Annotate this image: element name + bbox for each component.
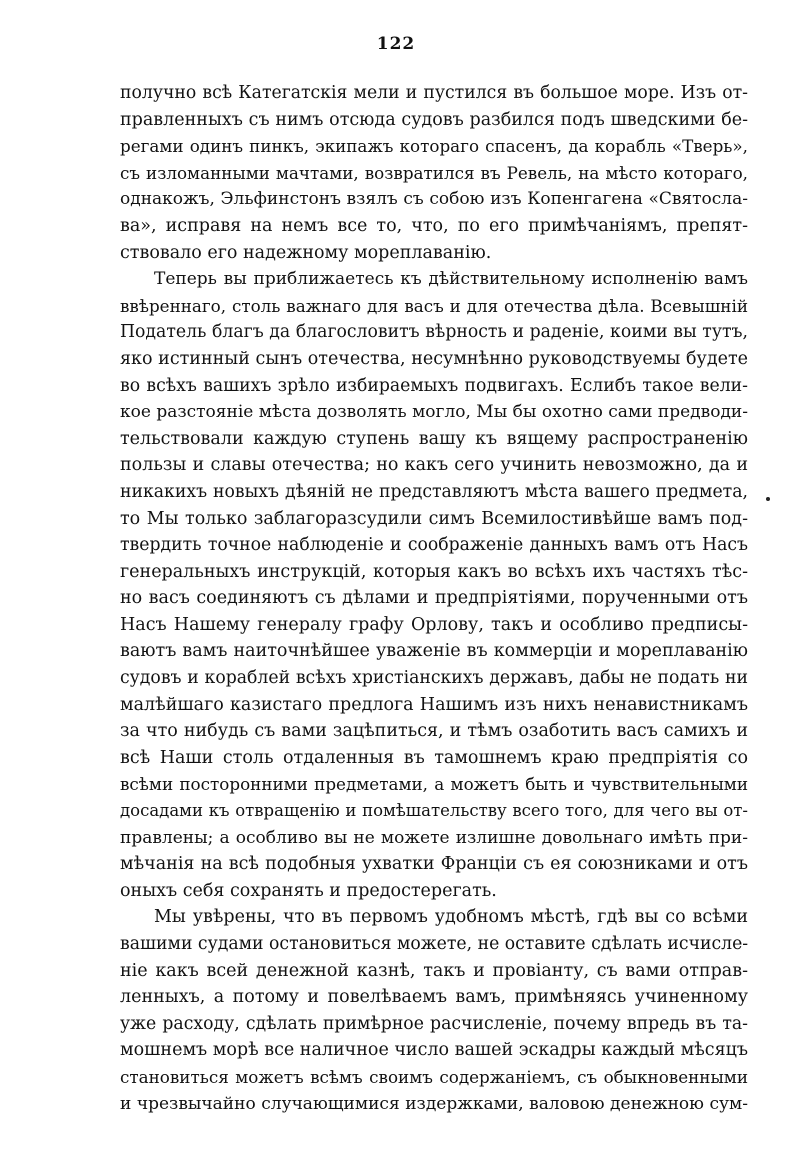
text-line: съ изломанными мачтами, возвратился въ Ревель, на мѣсто котораго,: [120, 162, 748, 183]
text-line: ствовало его надежному мореплаванію.: [120, 242, 492, 263]
text-line: и чрезвычайно случающимися издержками, валовою денежною сум-: [120, 1093, 748, 1114]
text-line: никакихъ новыхъ дѣяній не представляютъ мѣста вашего предмета,: [120, 481, 748, 502]
page-number: 122: [376, 34, 416, 54]
text-line: ваютъ вамъ наиточнѣйшее уваженіе въ коммерціи и мореплаванію: [120, 641, 748, 662]
text-line: пользы и славы отечества; но какъ сего учинить невозможно, да и: [120, 455, 748, 476]
text-line: правлены; а особливо вы не можете излишне довольнаго имѣть при-: [120, 827, 748, 848]
text-line: малѣйшаго казистаго предлога Нашимъ изъ нихъ ненавистникамъ: [120, 694, 748, 715]
text-line: ніе какъ всей денежной казнѣ, такъ и провіанту, съ вами отправ-: [120, 960, 748, 981]
text-line: во всѣхъ вашихъ зрѣло избираемыхъ подвигахъ. Еслибъ такое вели-: [120, 375, 748, 396]
text-line: получно всѣ Категатскія мели и пустился въ большое море. Изъ от-: [120, 83, 748, 103]
text-line: вашими судами остановиться можете, не оставите сдѣлать исчисле-: [120, 934, 748, 954]
text-line: ва», исправя на немъ все то, что, по его примѣчаніямъ, препят-: [120, 215, 748, 236]
text-line: яко истинный сынъ отечества, несумнѣнно руководствуемы будете: [120, 348, 748, 369]
text-line: оныхъ себя сохранять и предостерегать.: [120, 880, 497, 901]
text-line: уже расходу, сдѣлать примѣрное расчисленіе, почему впредь въ та-: [120, 1013, 748, 1034]
text-line: Податель благъ да благословитъ вѣрность и раденіе, коими вы тутъ,: [120, 322, 748, 343]
text-line: Теперь вы приближаетесь къ дѣйствительному исполненію вамъ: [154, 269, 748, 290]
body-text: [120, 80, 748, 1117]
text-line: ленныхъ, а потому и повелѣваемъ вамъ, примѣняясь учиненному: [120, 987, 748, 1008]
text-line: всѣ Наши столь отдаленныя въ тамошнемъ краю предпріятія со: [120, 747, 748, 768]
text-line: всѣми посторонними предметами, а можетъ быть и чувствительными: [120, 774, 748, 795]
text-line: ввѣреннаго, столь важнаго для васъ и для отечества дѣла. Всевышній: [120, 295, 748, 316]
text-line: но васъ соединяютъ съ дѣлами и предпріятіями, порученными отъ: [120, 588, 748, 609]
text-line: за что нибудь съ вами зацѣпиться, и тѣмъ озаботить васъ самихъ и: [120, 721, 748, 742]
text-line: мѣчанія на всѣ подобныя ухватки Франціи съ ея союзниками и отъ: [120, 854, 748, 875]
text-line: мошнемъ морѣ все наличное число вашей эскадры каждый мѣсяцъ: [120, 1040, 748, 1061]
text-line: кое разстояніе мѣста дозволять могло, Мы бы охотно сами предводи-: [120, 402, 748, 423]
text-line: тельствовали каждую ступень вашу къ вящему распространенію: [120, 428, 748, 449]
text-line: однакожъ, Эльфинстонъ взялъ съ собою изъ Копенгагена «Святосла-: [120, 189, 748, 210]
text-line: досадами къ отвращенію и помѣшательству всего того, для чего вы от-: [120, 801, 748, 821]
margin-mark: [766, 497, 770, 501]
text-line: регами одинъ пинкъ, экипажъ котораго спасенъ, да корабль «Тверь»,: [120, 136, 748, 157]
text-line: твердить точное наблюденіе и соображеніе данныхъ вамъ отъ Насъ: [120, 535, 748, 556]
text-line: генеральныхъ инструкцій, которыя какъ во всѣхъ ихъ частяхъ тѣс-: [120, 561, 748, 582]
text-line: Насъ Нашему генералу графу Орлову, такъ и особливо предписы-: [120, 614, 748, 635]
text-line: судовъ и кораблей всѣхъ христіанскихъ державъ, дабы не подать ни: [120, 668, 748, 689]
text-line: то Мы только заблагоразсудили симъ Всемилостивѣйше вамъ под-: [120, 508, 748, 529]
text-line: Мы увѣрены, что въ первомъ удобномъ мѣстѣ, гдѣ вы со всѣми: [154, 907, 748, 928]
text-line: правленныхъ съ нимъ отсюда судовъ разбился подъ шведскими бе-: [120, 109, 748, 130]
text-line: становиться можетъ всѣмъ своимъ содержаніемъ, съ обыкновенными: [120, 1066, 748, 1087]
